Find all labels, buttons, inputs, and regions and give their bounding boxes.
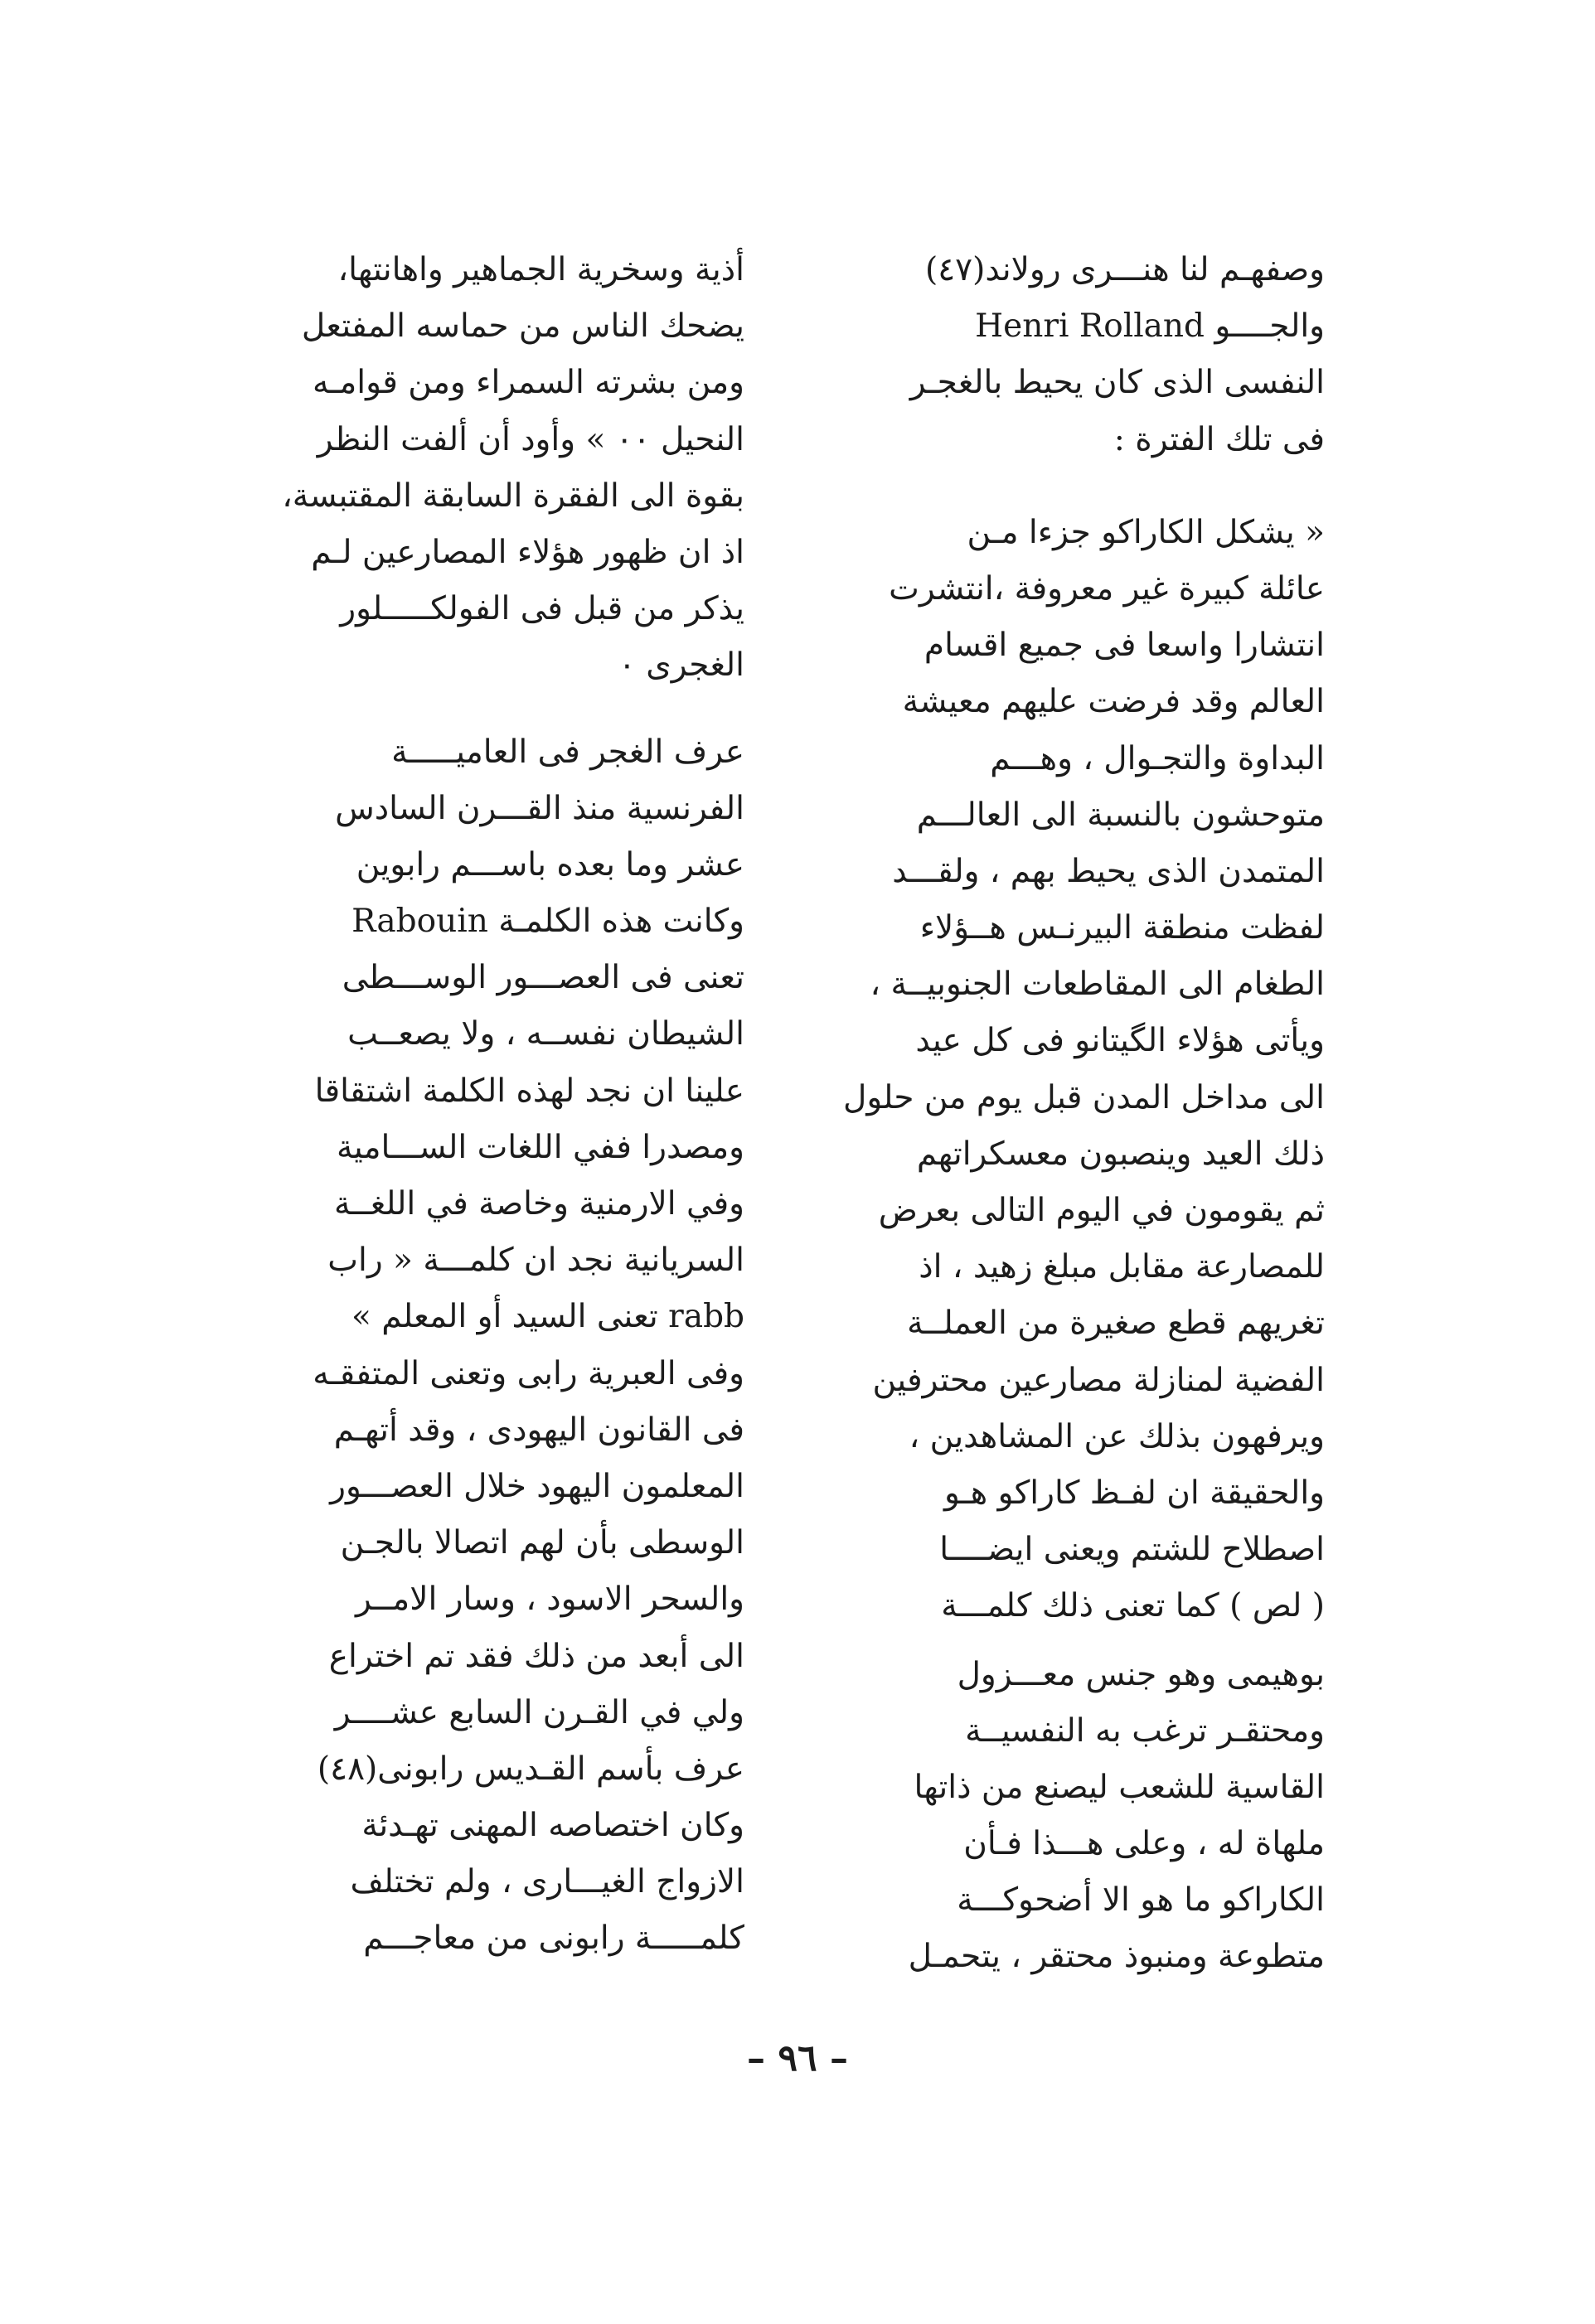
text-line: متوحشون بالنسبة الى العالـــم <box>916 796 1325 834</box>
text-line: ذلك العيد وينصبون معسكراتهم <box>916 1135 1325 1173</box>
text-line: النفسى الذى كان يحيط بالغجـر <box>909 364 1325 402</box>
text-line: ملهاة له ، وعلى هـــذا فـأن <box>963 1825 1325 1863</box>
text-line: الى أبعد من ذلك فقد تم اختراع <box>328 1637 744 1675</box>
text-line: تغريهم قطع صغيرة من العملــة <box>907 1305 1325 1343</box>
quoted-paragraph <box>811 505 1325 1635</box>
text-line: الوسطى بأن لهم اتصالا بالجـن <box>340 1524 744 1562</box>
text-line: المتمدن الذى يحيط بهم ، ولقـــد <box>892 852 1325 890</box>
text-line: ثم يقومون في اليوم التالى بعرض <box>878 1192 1325 1229</box>
paragraph <box>811 242 1325 468</box>
text-line: وفي الارمنية وخاصة في اللغــة <box>333 1185 744 1223</box>
text-line: بقوة الى الفقرة السابقة المقتبسة، <box>282 477 744 515</box>
text-line: وكانت هذه الكلمـة Rabouin <box>351 903 744 941</box>
page-number: – ٩٦ – <box>747 2037 848 2079</box>
text-line: يضحك الناس من حماسه المفتعل <box>301 307 744 346</box>
text-line: الشيطان نفســه ، ولا يصعــب <box>347 1015 744 1053</box>
text-line: اذ ان ظهور هؤلاء المصارعين لـم <box>311 533 744 571</box>
text-line: أذية وسخرية الجماهير واهانتها، <box>337 251 744 288</box>
text-line: ومصدرا ففي اللغات الســـامية <box>336 1128 744 1166</box>
text-line: الطغام الى المقاطعات الجنوبيــة ، <box>870 966 1325 1004</box>
text-line: ويرفهون بذلك عن المشاهدين ، <box>909 1417 1325 1455</box>
text-line: فى القانون اليهودى ، وقد أتهـم <box>333 1411 744 1449</box>
text-line: وصفهـم لنا هنـــرى رولاند(٤٧) <box>925 251 1325 288</box>
text-line: كلمـــــة رابونى من معاجـــم <box>363 1920 744 1958</box>
text-line: عرف الغجر فى العاميـــــة <box>391 733 744 771</box>
text-line: ( لص ) كما تعنى ذلك كلمـــة <box>941 1587 1325 1625</box>
text-line: ويأتى هؤلاء الگيتانو فى كل عيد <box>915 1022 1325 1060</box>
text-line: العالم وقد فرضت عليهم معيشة <box>902 683 1325 721</box>
text-line: السريانية نجد ان كلمـــة « راب <box>327 1242 744 1280</box>
text-line: « يشكل الكاراكو جزءا مـن <box>967 513 1325 551</box>
text-line: لفظت منطقة البيرنـس هــؤلاء <box>919 909 1325 947</box>
text-line: الكاراكو ما هو الا أضحوكـــة <box>957 1881 1325 1920</box>
text-line: عائلة كبيرة غير معروفة ،انتشرت <box>889 569 1325 608</box>
text-line: القاسية للشعب ليصنع من ذاتها <box>914 1768 1325 1806</box>
text-line: للمصارعة مقابل مبلغ زهيد ، اذ <box>919 1248 1325 1286</box>
text-line: تعنى فى العصـــور الوســـطى <box>342 959 744 997</box>
text-line: فى تلك الفترة : <box>1113 420 1325 458</box>
text-line: عرف بأسم القـديس رابونى(٤٨) <box>317 1750 744 1788</box>
text-line: الفضية لمنازلة مصارعين محترفين <box>872 1361 1325 1399</box>
paragraph <box>230 724 744 1968</box>
text-line: وفى العبرية رابى وتعنى المتفقـه <box>313 1354 744 1392</box>
text-line: متطوعة ومنبوذ محتقر ، يتحمـل <box>908 1938 1325 1976</box>
text-line: والجــــو Henri Rolland <box>975 307 1325 346</box>
paragraph <box>811 1647 1325 1986</box>
text-line: ولي في القـرن السابع عشــــر <box>334 1693 744 1731</box>
text-line: الازواج الغيـــارى ، ولم تختلف <box>350 1863 744 1901</box>
text-line: يذكر من قبل فى الفولكـــــلور <box>340 590 744 628</box>
text-line: وكان اختصاصه المهنى تهـدئة <box>361 1807 744 1845</box>
text-line: الفرنسية منذ القـــرن السادس <box>335 789 744 827</box>
text-line: المعلمون اليهود خلال العصـــور <box>330 1467 744 1505</box>
text-line: انتشارا واسعا فى جميع اقسام <box>924 627 1325 665</box>
text-line: عشر وما بعده باســـم رابوين <box>356 845 744 884</box>
text-line: علينا ان نجد لهذه الكلمة اشتقاقا <box>314 1072 744 1110</box>
text-line: والحقيقة ان لفـظ كاراكو هـو <box>944 1474 1325 1512</box>
text-line: والسحر الاسود ، وسار الامــر <box>355 1581 744 1619</box>
text-line: الى مداخل المدن قبل يوم من حلول <box>842 1078 1325 1116</box>
right-column <box>811 242 1325 1986</box>
text-line: بوهيمى وهو جنس معـــزول <box>957 1655 1325 1693</box>
text-line: ومحتقـر ترغب به النفسيــة <box>965 1712 1325 1750</box>
text-line: ومن بشرته السمراء ومن قوامـه <box>313 364 744 402</box>
text-line: البداوة والتجـوال ، وهـــم <box>990 739 1325 777</box>
left-column <box>230 242 744 1968</box>
text-line: الغجرى ٠ <box>618 646 744 685</box>
text-line: اصطلاح للشتم ويعنى ايضــــا <box>939 1531 1325 1569</box>
text-line: النحيل ٠٠ » وأود أن ألفت النظر <box>317 420 744 458</box>
paragraph <box>230 242 744 695</box>
text-line: rabb تعنى السيد أو المعلم » <box>351 1298 744 1336</box>
